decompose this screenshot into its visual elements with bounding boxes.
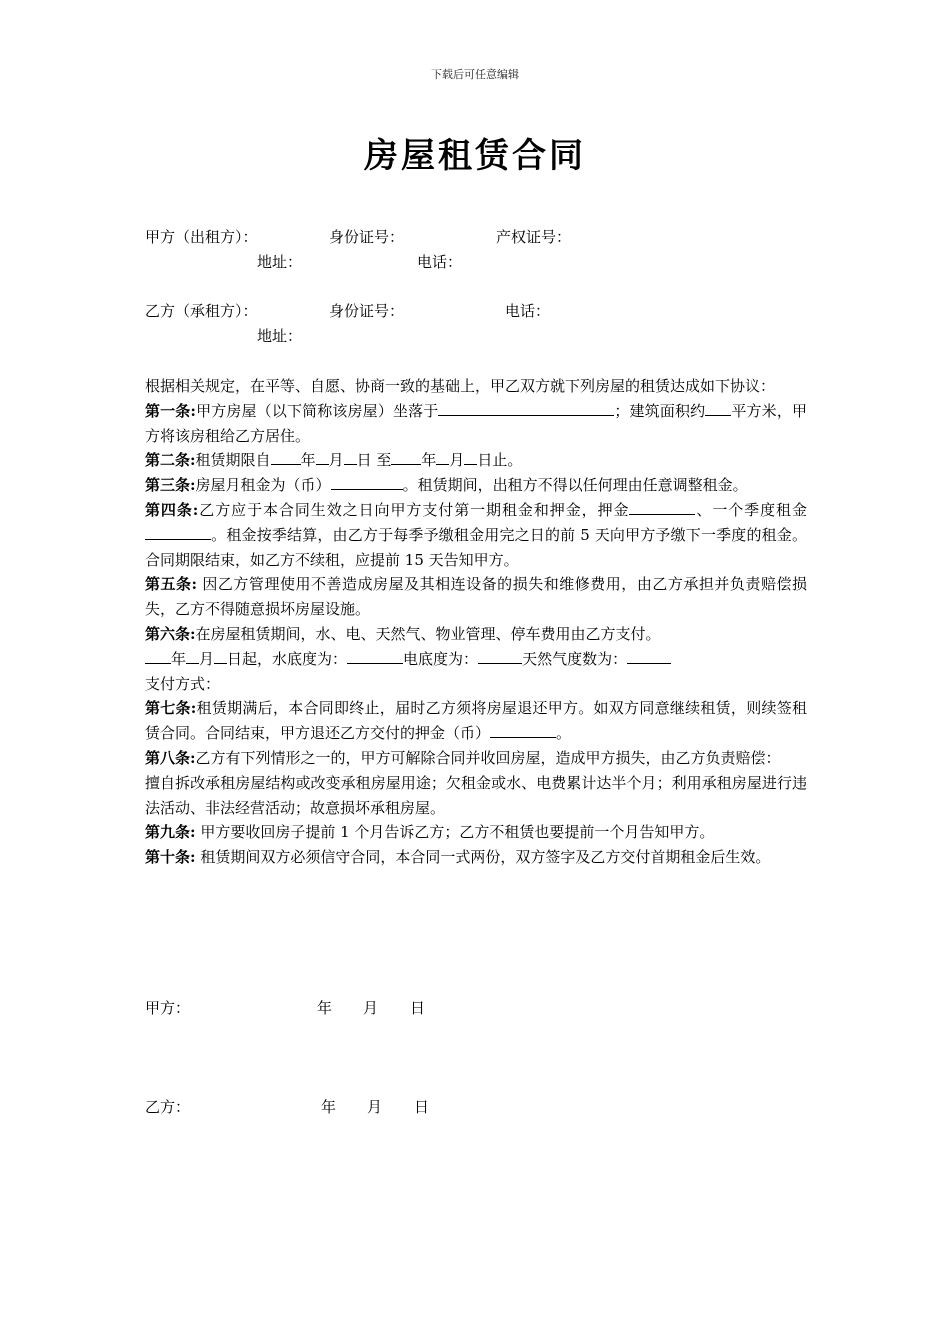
rent-blank <box>331 474 403 490</box>
intro-paragraph: 根据相关规定，在平等、自愿、协商一致的基础上，甲乙双方就下列房屋的租赁达成如下协议： <box>145 377 776 395</box>
party-a-deed-label: 产权证号： <box>496 228 572 246</box>
article-6-heading: 第六条: <box>145 624 196 643</box>
water-reading-blank <box>347 648 403 664</box>
article-4: 第四条:乙方应于本合同生效之日向甲方支付第一期租金和押金，押金 、一个季度租金。租金按季结算，由乙方于每季予缴租金用完之日的前 5 天向甲方予缴下一季度的租金。合同期限结束，如乙方不续租，应提前 15 天告知甲方。 <box>145 500 807 569</box>
article-3: 第三条:房屋月租金为（币） 。租赁期间，出租方不得以任何理由任意调整租金。 <box>145 476 748 495</box>
start-year-blank <box>271 449 301 465</box>
article-7: 第七条:租赁期满后，本合同即终止，届时乙方须将房屋退还甲方。如双方同意继续租赁，则续签租赁合同。合同结束，甲方退还乙方交付的押金（币） 。 <box>145 699 807 743</box>
article-7-heading: 第七条: <box>145 699 197 718</box>
party-b-label: 乙方（承租方）： <box>145 302 258 320</box>
page-title: 房屋租赁合同 <box>364 136 586 176</box>
article-2-heading: 第二条: <box>145 451 196 470</box>
article-9: 第九条: 甲方要收回房子提前 1 个月告诉乙方；乙方不租赁也要提前一个月告知甲方。 <box>145 823 715 842</box>
article-6-meter-line: 年 月 日起，水底度为： 电底度为： 天然气度数为： <box>145 647 807 672</box>
signature-a-month: 月 <box>363 999 379 1017</box>
article-2: 第二条:租赁期限自 年 月 日 至 年 月 日止。 <box>145 451 523 470</box>
party-a-id-label: 身份证号： <box>329 228 405 246</box>
article-10-heading: 第十条: <box>145 848 196 867</box>
party-b-phone-label: 电话： <box>505 302 551 320</box>
article-1: 第一条:甲方房屋（以下简称该房屋）坐落于 ；建筑面积约 平方米，甲方将该房租给乙方居住。 <box>145 401 807 445</box>
party-b-address-label: 地址： <box>257 327 303 345</box>
signature-a-year: 年 <box>317 999 333 1017</box>
signature-b-month: 月 <box>367 1098 383 1116</box>
start-month-blank <box>316 449 329 465</box>
signature-a-day: 日 <box>410 999 426 1017</box>
end-year-blank <box>391 449 421 465</box>
article-1-heading: 第一条: <box>145 401 196 420</box>
article-8-heading: 第八条: <box>145 748 196 767</box>
meter-month-blank <box>186 648 199 664</box>
end-month-blank <box>436 449 449 465</box>
meter-year-blank <box>145 648 171 664</box>
party-a-phone-label: 电话： <box>417 253 463 271</box>
area-blank <box>705 400 731 416</box>
start-day-blank <box>344 449 357 465</box>
gas-reading-blank <box>627 648 671 664</box>
electric-reading-blank <box>478 648 522 664</box>
article-9-heading: 第九条: <box>145 823 196 842</box>
article-8: 第八条:乙方有下列情形之一的，甲方可解除合同并收回房屋，造成甲方损失，由乙方负责赔偿： <box>145 748 781 767</box>
party-a-label: 甲方（出租方）： <box>145 228 258 246</box>
signature-a-label: 甲方： <box>145 999 191 1017</box>
article-5: 第五条: 因乙方管理使用不善造成房屋及其相连设备的损失和维修费用，由乙方承担并负责赔偿损失，乙方不得随意损坏房屋设施。 <box>145 575 807 619</box>
signature-b-day: 日 <box>414 1098 430 1116</box>
contract-body <box>145 374 807 870</box>
article-6: 第六条:在房屋租赁期间，水、电、天然气、物业管理、停车费用由乙方支付。 <box>145 624 661 643</box>
location-blank <box>438 400 614 416</box>
payment-method-line: 支付方式： <box>145 674 221 693</box>
article-5-heading: 第五条: <box>145 575 198 594</box>
signature-b-label: 乙方： <box>145 1098 191 1116</box>
article-3-heading: 第三条: <box>145 476 196 495</box>
article-8-detail: 擅自拆改承租房屋结构或改变承租房屋用途；欠租金或水、电费累计达半个月；利用承租房屋进行违法活动、非法经营活动；故意损坏承租房屋。 <box>145 773 807 817</box>
deposit-blank <box>629 499 695 515</box>
article-10: 第十条: 租赁期间双方必须信守合同，本合同一式两份，双方签字及乙方交付首期租金后生效。 <box>145 848 771 867</box>
quarter-rent-blank <box>145 524 211 540</box>
deposit-return-blank <box>490 722 556 738</box>
signature-b-year: 年 <box>321 1098 337 1116</box>
party-b-id-label: 身份证号： <box>329 302 405 320</box>
meter-day-blank <box>214 648 227 664</box>
article-4-heading: 第四条: <box>145 500 199 519</box>
end-day-blank <box>464 449 477 465</box>
header-note: 下载后可任意编辑 <box>431 68 519 81</box>
party-a-address-label: 地址： <box>257 253 303 271</box>
